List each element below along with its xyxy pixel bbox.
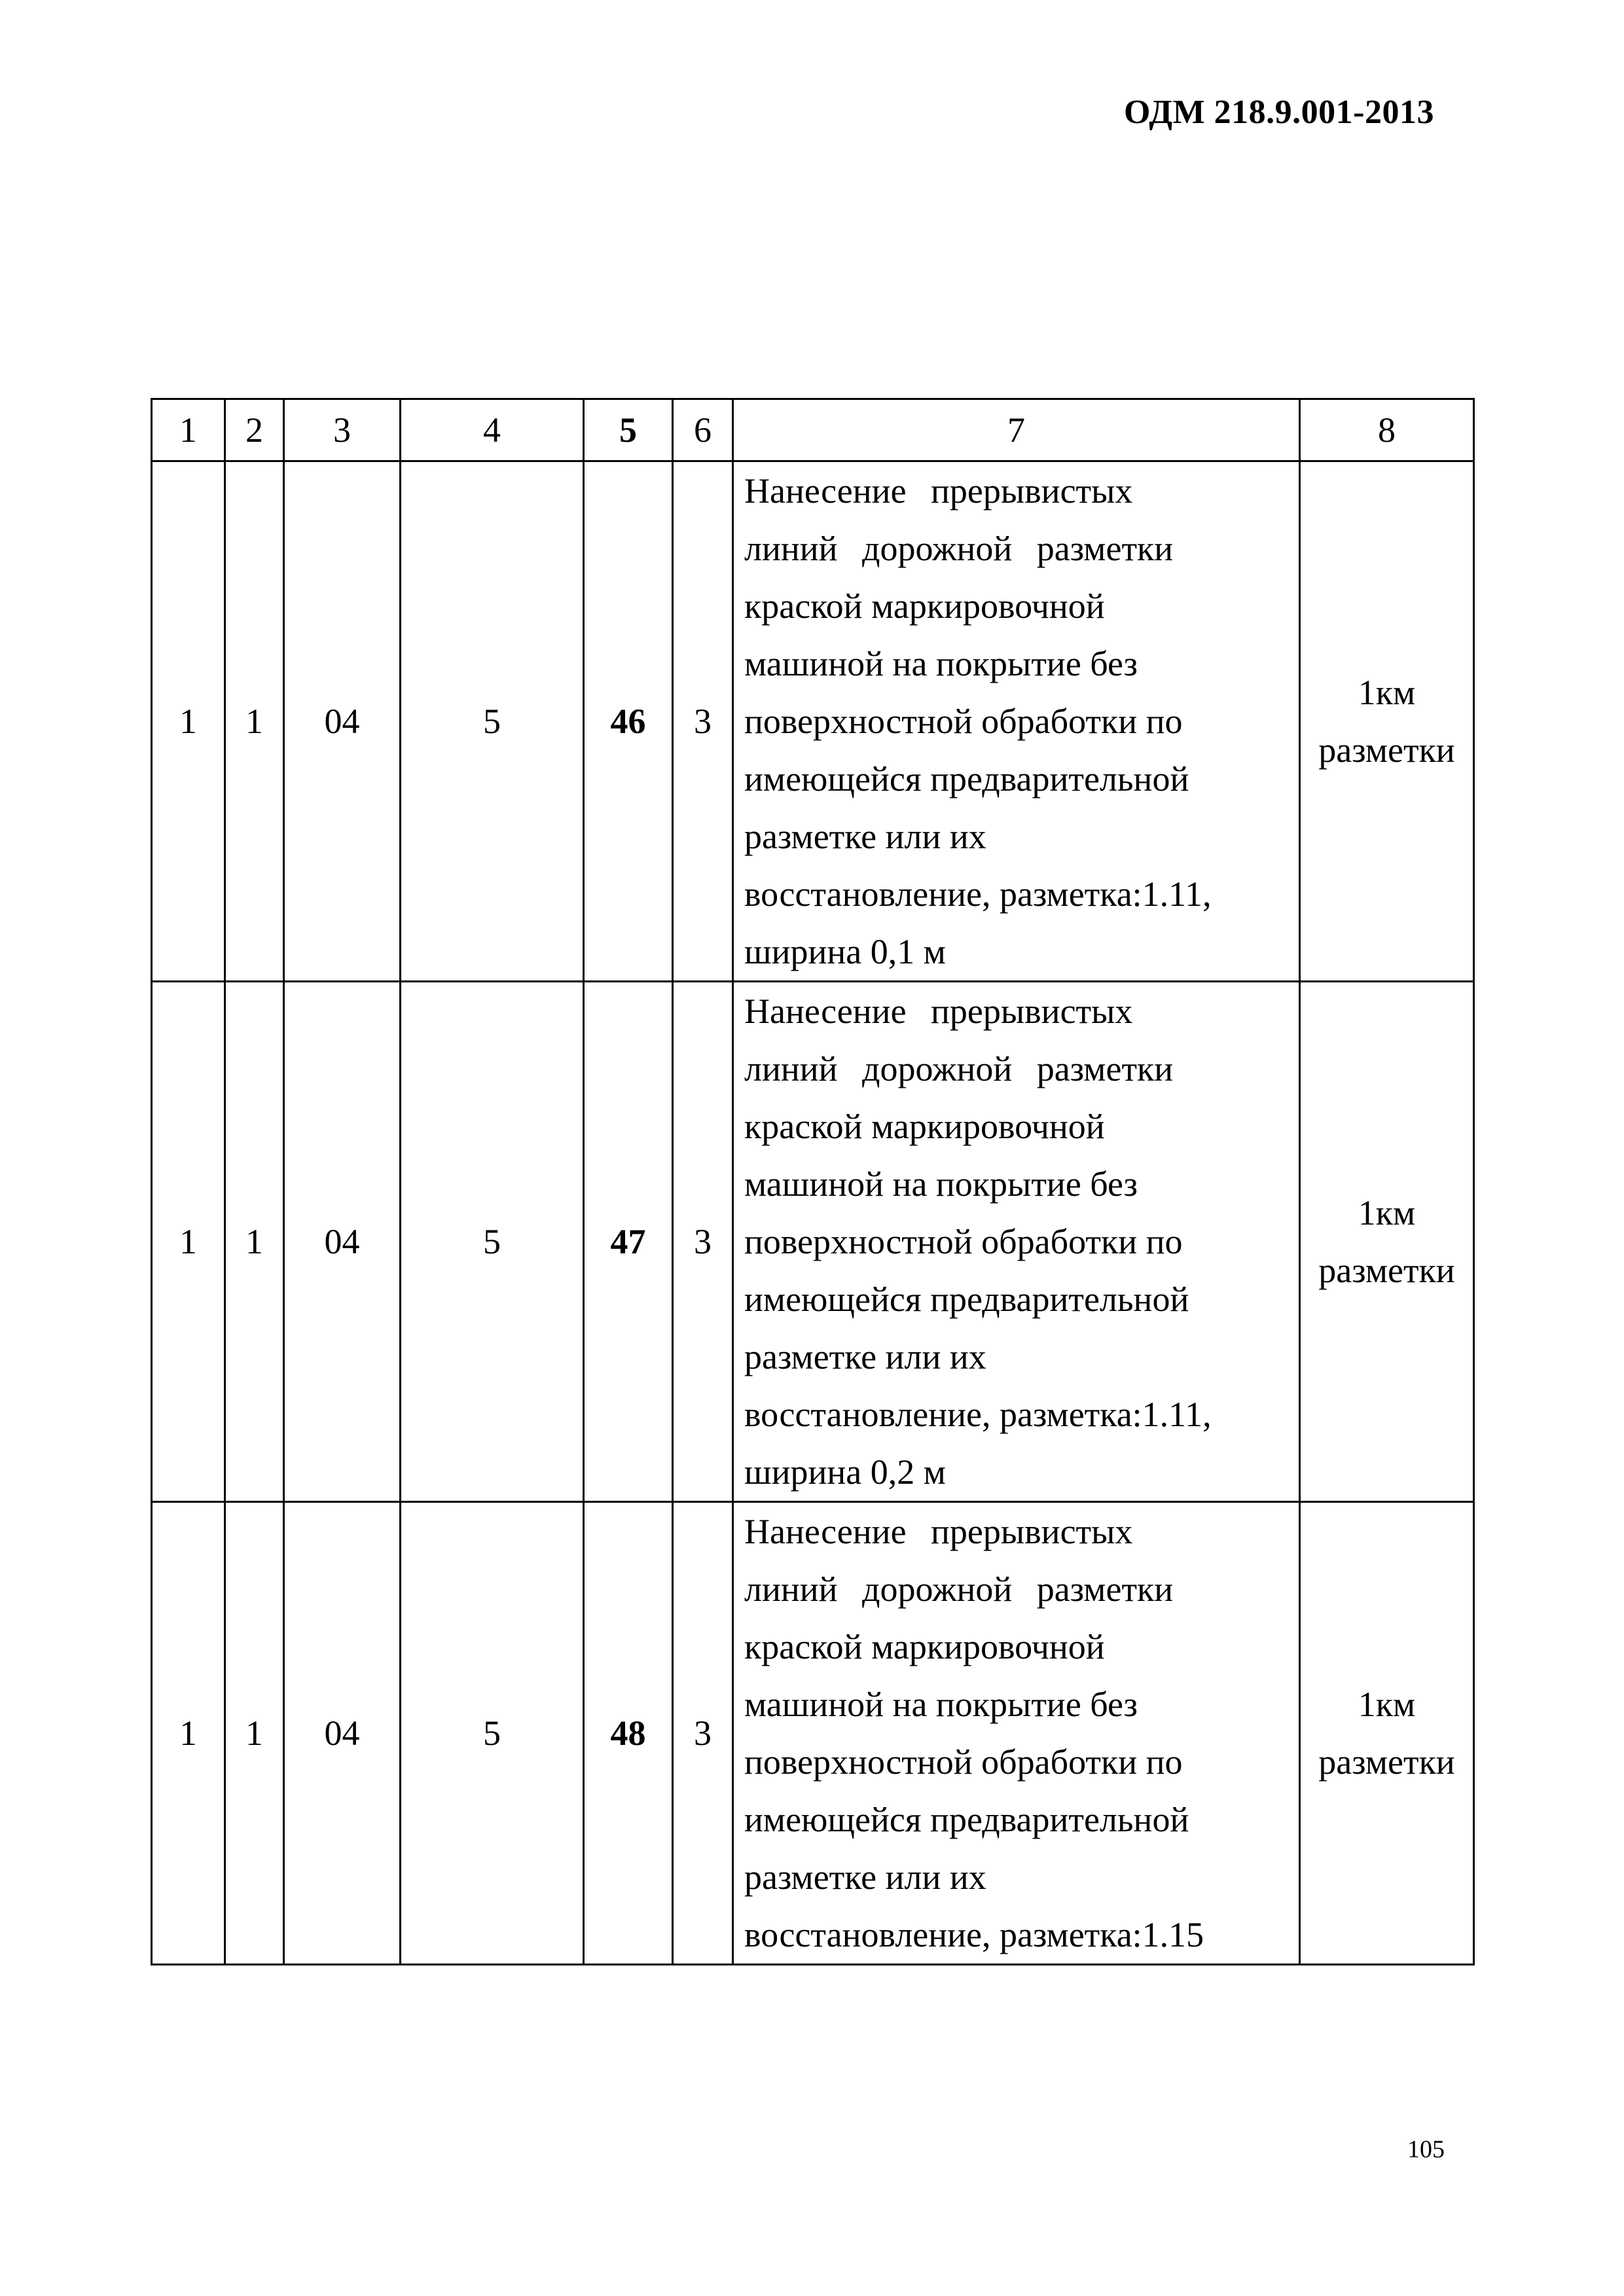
- cell-description: [733, 461, 1300, 982]
- cell-description: [733, 1502, 1300, 1965]
- classification-table: [151, 398, 1475, 1965]
- description-line: ширина 0,1 м: [744, 932, 946, 971]
- cell-col4: 5: [401, 461, 584, 982]
- description-line: машиной на покрытие без: [744, 644, 1138, 683]
- cell-col2: 1: [225, 461, 284, 982]
- description-line: восстановление, разметка:1.11,: [744, 1395, 1212, 1434]
- unit-line: 1км: [1358, 1193, 1416, 1232]
- unit-line: разметки: [1318, 730, 1455, 770]
- cell-unit: [1300, 461, 1474, 982]
- cell-col1: 1: [152, 982, 225, 1502]
- table-row: [152, 1502, 1474, 1965]
- cell-col3: 04: [284, 982, 401, 1502]
- column-header-2: 2: [225, 399, 284, 461]
- description-line: поверхностной обработки по: [744, 702, 1183, 741]
- description-line: краской маркировочной: [744, 1627, 1105, 1666]
- cell-col3: 04: [284, 1502, 401, 1965]
- cell-col4: 5: [401, 982, 584, 1502]
- description-line: разметке или их: [744, 1857, 986, 1897]
- cell-unit: [1300, 1502, 1474, 1965]
- description-line: имеющейся предварительной: [744, 1800, 1189, 1839]
- description-line: разметке или их: [744, 1337, 986, 1376]
- cell-col2: 1: [225, 982, 284, 1502]
- description-line: линий дорожной разметки: [744, 1049, 1174, 1088]
- column-header-8: 8: [1300, 399, 1474, 461]
- cell-description: [733, 982, 1300, 1502]
- cell-col6: 3: [673, 461, 733, 982]
- description-line: разметке или их: [744, 817, 986, 856]
- description-line: линий дорожной разметки: [744, 529, 1174, 568]
- unit-line: разметки: [1318, 1742, 1455, 1782]
- description-line: краской маркировочной: [744, 586, 1105, 626]
- cell-col1: 1: [152, 1502, 225, 1965]
- unit-line: 1км: [1358, 1685, 1416, 1724]
- cell-col3: 04: [284, 461, 401, 982]
- description-line: имеющейся предварительной: [744, 1280, 1189, 1319]
- column-header-6: 6: [673, 399, 733, 461]
- unit-line: разметки: [1318, 1251, 1455, 1290]
- description-line: краской маркировочной: [744, 1107, 1105, 1146]
- description-line: поверхностной обработки по: [744, 1742, 1183, 1782]
- table-row: [152, 461, 1474, 982]
- page-number: 105: [1407, 2136, 1445, 2163]
- description-line: Нанесение прерывистых: [744, 992, 1133, 1031]
- description-line: машиной на покрытие без: [744, 1685, 1138, 1724]
- description-line: Нанесение прерывистых: [744, 471, 1133, 511]
- column-header-5: 5: [584, 399, 673, 461]
- description-line: ширина 0,2 м: [744, 1452, 946, 1492]
- cell-col6: 3: [673, 1502, 733, 1965]
- document-code: ОДМ 218.9.001-2013: [1123, 94, 1434, 131]
- column-number-row: [152, 399, 1474, 461]
- cell-col6: 3: [673, 982, 733, 1502]
- column-header-4: 4: [401, 399, 584, 461]
- cell-col5-code: 46: [584, 461, 673, 982]
- description-line: линий дорожной разметки: [744, 1570, 1174, 1609]
- description-line: имеющейся предварительной: [744, 759, 1189, 798]
- column-header-7: 7: [733, 399, 1300, 461]
- cell-col5-code: 47: [584, 982, 673, 1502]
- cell-col2: 1: [225, 1502, 284, 1965]
- column-header-1: 1: [152, 399, 225, 461]
- description-line: восстановление, разметка:1.11,: [744, 874, 1212, 914]
- cell-col4: 5: [401, 1502, 584, 1965]
- description-line: Нанесение прерывистых: [744, 1512, 1133, 1551]
- column-header-3: 3: [284, 399, 401, 461]
- description-line: машиной на покрытие без: [744, 1164, 1138, 1204]
- cell-unit: [1300, 982, 1474, 1502]
- table-row: [152, 982, 1474, 1502]
- cell-col5-code: 48: [584, 1502, 673, 1965]
- description-line: поверхностной обработки по: [744, 1222, 1183, 1261]
- cell-col1: 1: [152, 461, 225, 982]
- unit-line: 1км: [1358, 673, 1416, 712]
- description-line: восстановление, разметка:1.15: [744, 1915, 1204, 1954]
